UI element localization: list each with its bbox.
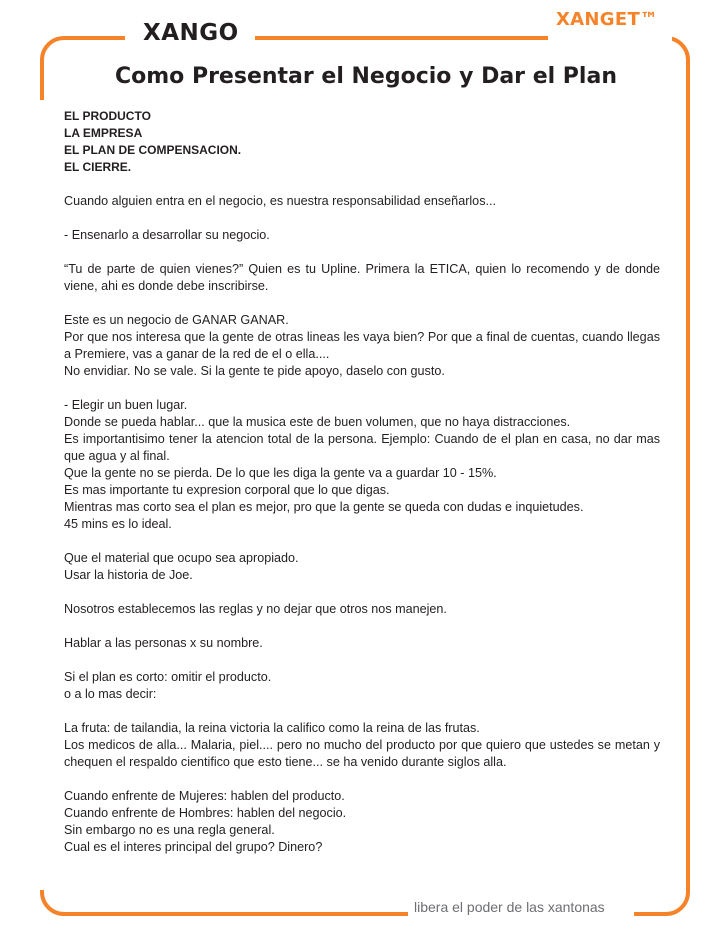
paragraph — [64, 720, 660, 771]
paragraph-line: Cuando enfrente de Mujeres: hablen del producto. — [64, 789, 345, 803]
paragraph-line: o a lo mas decir: — [64, 687, 157, 701]
paragraph — [64, 550, 660, 584]
paragraph — [64, 788, 660, 856]
heading-item: EL PRODUCTO — [64, 109, 151, 123]
brand-logo-xanget: XANGET™ — [556, 9, 659, 30]
paragraph-line: Cuando enfrente de Hombres: hablen del negocio. — [64, 806, 347, 820]
paragraph-line: Los medicos de alla... Malaria, piel.... pero no mucho del producto por que quiero que ustedes se metan y chequen el respaldo cientifico que esto tiene... se ha venido durante siglos alla. — [64, 738, 660, 769]
page-title: Como Presentar el Negocio y Dar el Plan — [115, 64, 617, 89]
paragraph-line: Por que nos interesa que la gente de otras lineas les vaya bien? Por que a final de cuentas, cuando llegas a Premiere, vas a ganar de la red de el o ella.... — [64, 330, 660, 361]
paragraph-line: Si el plan es corto: omitir el producto. — [64, 670, 272, 684]
paragraph-line: Mientras mas corto sea el plan es mejor, pro que la gente se queda con dudas e inquietudes. — [64, 500, 584, 514]
heading-list — [64, 108, 660, 176]
paragraph — [64, 601, 660, 618]
heading-item: EL PLAN DE COMPENSACION. — [64, 143, 242, 157]
paragraph-line: Que el material que ocupo sea apropiado. — [64, 551, 299, 565]
paragraph-line: Este es un negocio de GANAR GANAR. — [64, 313, 289, 327]
frame-gap — [548, 28, 672, 42]
paragraph — [64, 635, 660, 652]
paragraph-line: Sin embargo no es una regla general. — [64, 823, 275, 837]
paragraph-line: 45 mins es lo ideal. — [64, 517, 172, 531]
paragraph-line: La fruta: de tailandia, la reina victoria la califico como la reina de las frutas. — [64, 721, 480, 735]
paragraph — [64, 312, 660, 380]
paragraph — [64, 261, 660, 295]
document-body — [64, 108, 660, 856]
paragraph-line: Hablar a las personas x su nombre. — [64, 636, 263, 650]
paragraph-line: Cual es el interes principal del grupo? Dinero? — [64, 840, 323, 854]
paragraph-line: “Tu de parte de quien vienes?” Quien es tu Upline. Primera la ETICA, quien lo recomendo y de donde viene, ahi es donde debe inscribirse. — [64, 262, 660, 293]
footer-tagline: libera el poder de las xantonas — [414, 899, 605, 915]
frame-gap — [36, 100, 50, 890]
paragraph-line: Cuando alguien entra en el negocio, es nuestra responsabilidad enseñarlos... — [64, 194, 496, 208]
paragraph-line: - Ensenarlo a desarrollar su negocio. — [64, 228, 270, 242]
paragraph — [64, 397, 660, 533]
paragraph — [64, 193, 660, 210]
paragraph-line: Donde se pueda hablar... que la musica este de buen volumen, que no haya distracciones. — [64, 415, 571, 429]
brand-logo-xango: XANGO — [143, 20, 239, 46]
paragraph — [64, 227, 660, 244]
paragraph-line: Que la gente no se pierda. De lo que les diga la gente va a guardar 10 - 15%. — [64, 466, 497, 480]
paragraph-line: - Elegir un buen lugar. — [64, 398, 188, 412]
heading-item: LA EMPRESA — [64, 126, 143, 140]
heading-item: EL CIERRE. — [64, 160, 132, 174]
paragraph-line: Nosotros establecemos las reglas y no dejar que otros nos manejen. — [64, 602, 447, 616]
paragraph — [64, 669, 660, 703]
paragraph-line: Usar la historia de Joe. — [64, 568, 193, 582]
paragraph-line: Es mas importante tu expresion corporal que lo que digas. — [64, 483, 390, 497]
paragraph-line: Es importantisimo tener la atencion total de la persona. Ejemplo: Cuando de el plan en casa, no dar mas que agua y al final. — [64, 432, 660, 463]
paragraph-line: No envidiar. No se vale. Si la gente te pide apoyo, daselo con gusto. — [64, 364, 445, 378]
